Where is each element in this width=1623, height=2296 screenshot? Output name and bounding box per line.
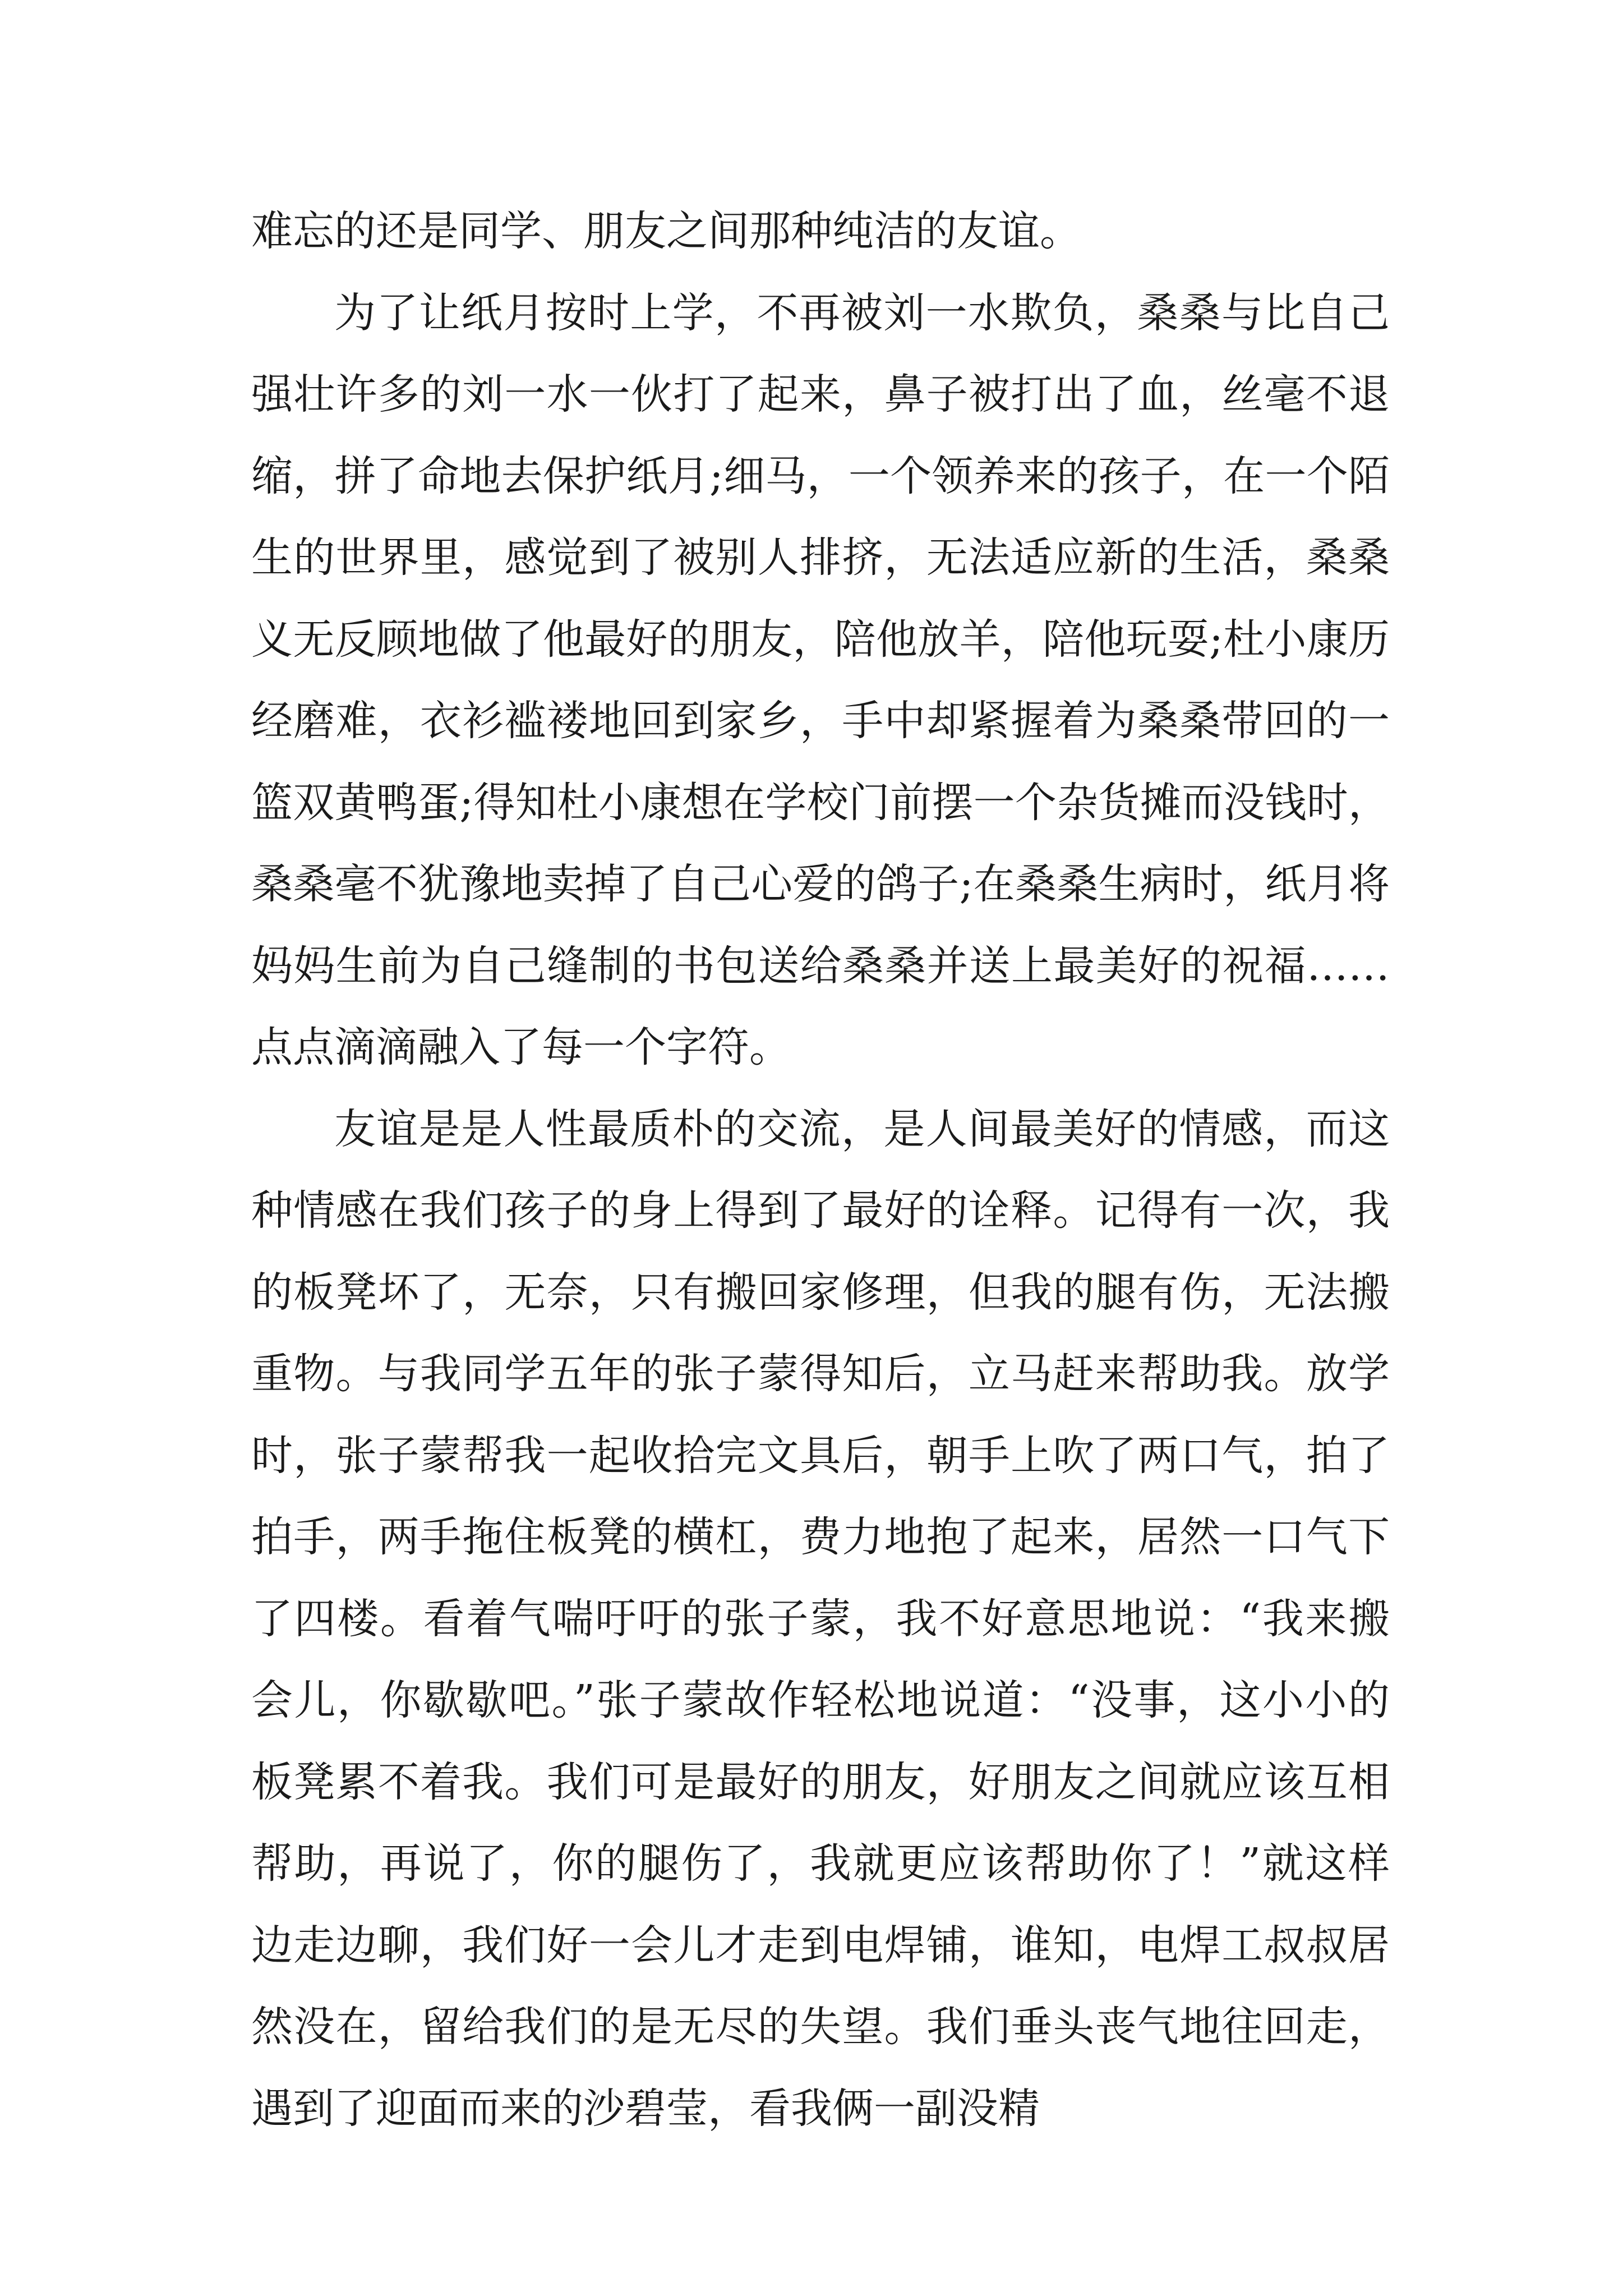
paragraph-3: 友谊是是人性最质朴的交流，是人间最美好的情感，而这种情感在我们孩子的身上得到了最好的诠释。记得有一次，我的板凳坏了，无奈，只有搬回家修理，但我的腿有伤，无法搬重物。与我同学五年的张子蒙得知后，立马赶来帮助我。放学时，张子蒙帮我一起收拾完文具后，朝手上吹了两口气，拍了拍手，两手拖住板凳的横杠，费力地抱了起来，居然一口气下了四楼。看着气喘吁吁的张子蒙，我不好意思地说：“我来搬会儿，你歇歇吧。”张子蒙故作轻松地说道：“没事，这小小的板凳累不着我。我们可是最好的朋友，好朋友之间就应该互相帮助，再说了，你的腿伤了，我就更应该帮助你了！”就这样边走边聊，我们好一会儿才走到电焊铺，谁知，电焊工叔叔居然没在，留给我们的是无尽的失望。我们垂头丧气地往回走，遇到了迎面而来的沙碧莹，看我俩一副没精	[251, 1105, 1390, 2133]
body-text	[251, 191, 1390, 2150]
paragraph-1: 难忘的还是同学、朋友之间那种纯洁的友谊。	[251, 207, 1081, 255]
paragraph-2: 为了让纸月按时上学，不再被刘一水欺负，桑桑与比自己强壮许多的刘一水一伙打了起来，鼻子被打出了血，丝毫不退缩，拼了命地去保护纸月;细马，一个领养来的孩子，在一个陌生的世界里，感觉到了被别人排挤，无法适应新的生活，桑桑义无反顾地做了他最好的朋友，陪他放羊，陪他玩耍;杜小康历经磨难，衣衫褴褛地回到家乡，手中却紧握着为桑桑带回的一篮双黄鸭蛋;得知杜小康想在学校门前摆一个杂货摊而没钱时，桑桑毫不犹豫地卖掉了自己心爱的鸽子;在桑桑生病时，纸月将妈妈生前为自己缝制的书包送给桑桑并送上最美好的祝福……点点滴滴融入了每一个字符。	[251, 288, 1390, 1071]
